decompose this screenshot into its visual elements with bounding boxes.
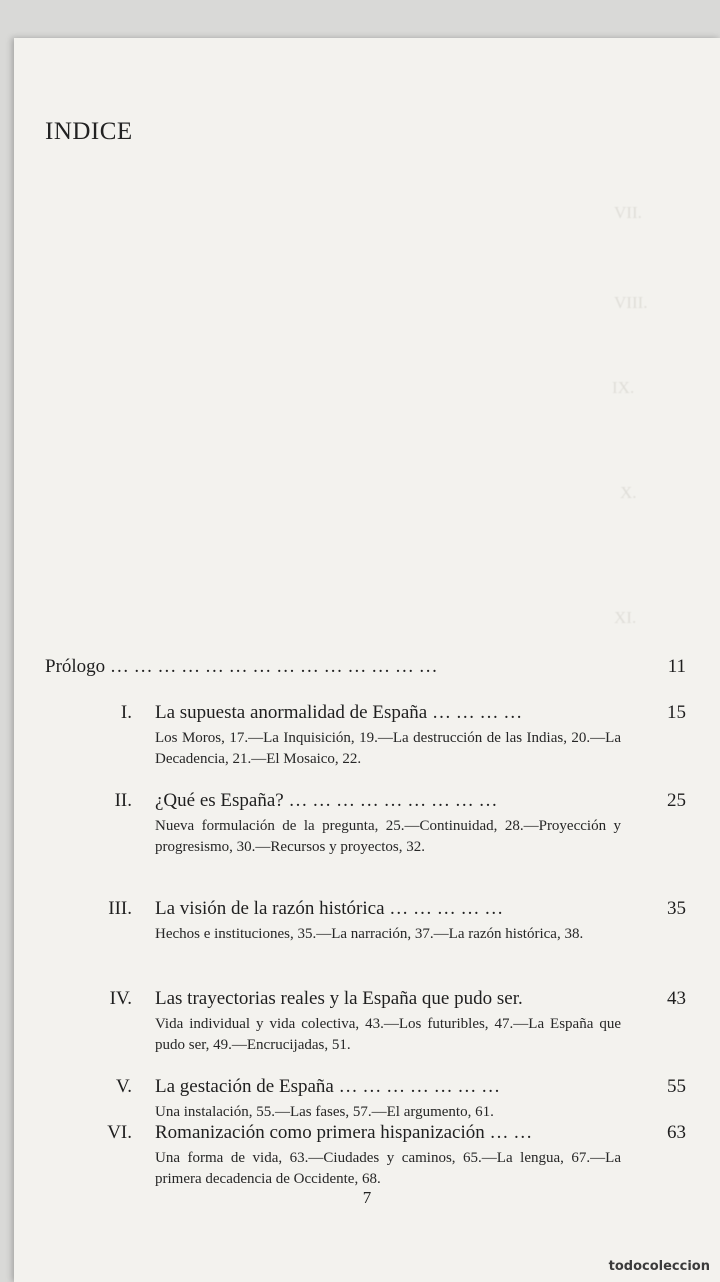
toc-entry-title: Las trayectorias reales y la España que pudo ser. <box>155 988 523 1009</box>
book-page <box>14 38 720 1282</box>
toc-entry-page: 55 <box>667 1076 686 1097</box>
show-through-text: IX. <box>612 378 635 397</box>
toc-entry-title: ¿Qué es España? … … … … … … … … … <box>155 790 498 811</box>
toc-entry-subtopics: Hechos e instituciones, 35.—La narración, 37.—La razón histórica, 38. <box>155 926 584 942</box>
toc-entry-title: La visión de la razón histórica … … … … … <box>155 898 504 919</box>
toc-entry-subtopics: Vida individual y vida colectiva, 43.—Los futuribles, 47.—La España que pudo ser, 49.—Encrucijadas, 51. <box>155 1016 621 1053</box>
chapter-numeral: VI. <box>107 1122 132 1143</box>
toc-entry-subtopics: Una instalación, 55.—Las fases, 57.—El argumento, 61. <box>155 1104 494 1120</box>
chapter-numeral: III. <box>108 898 132 919</box>
toc-entry-subtopics: Los Moros, 17.—La Inquisición, 19.—La destrucción de las Indias, 20.—La Decadencia, 21.—El Mosaico, 22. <box>155 730 621 767</box>
toc-entry-title: Romanización como primera hispanización … … <box>155 1122 533 1143</box>
toc-entry-title: La supuesta anormalidad de España … … … … <box>155 702 523 723</box>
page-number: 7 <box>362 1188 372 1207</box>
watermark-logo: todocoleccion <box>608 1259 710 1274</box>
show-through-text: VII. <box>614 203 642 222</box>
toc-entry-title: Prólogo … … … … … … … … … … … … … … <box>45 656 438 677</box>
chapter-numeral: I. <box>120 702 132 723</box>
toc-entry-page: 11 <box>667 656 686 677</box>
toc-entry-page: 15 <box>667 702 686 723</box>
index-title: INDICE <box>45 118 133 145</box>
chapter-numeral: II. <box>114 790 132 811</box>
toc-entry-page: 35 <box>667 898 686 919</box>
toc-entry-page: 25 <box>667 790 686 811</box>
chapter-numeral: IV. <box>109 988 132 1009</box>
chapter-numeral: V. <box>115 1076 132 1097</box>
toc-entry-page: 63 <box>667 1122 686 1143</box>
toc-entry-page: 43 <box>667 988 686 1009</box>
show-through-text: VIII. <box>614 293 648 312</box>
toc-entry-title: La gestación de España … … … … … … … <box>155 1076 501 1097</box>
show-through-text: X. <box>620 483 637 502</box>
toc-entry-subtopics: Una forma de vida, 63.—Ciudades y caminos, 65.—La lengua, 67.—La primera decadencia de Occidente, 68. <box>155 1150 621 1187</box>
toc-entry-subtopics: Nueva formulación de la pregunta, 25.—Continuidad, 28.—Proyección y progresismo, 30.—Recursos y proyectos, 32. <box>155 818 621 855</box>
show-through-text: XI. <box>614 608 637 627</box>
